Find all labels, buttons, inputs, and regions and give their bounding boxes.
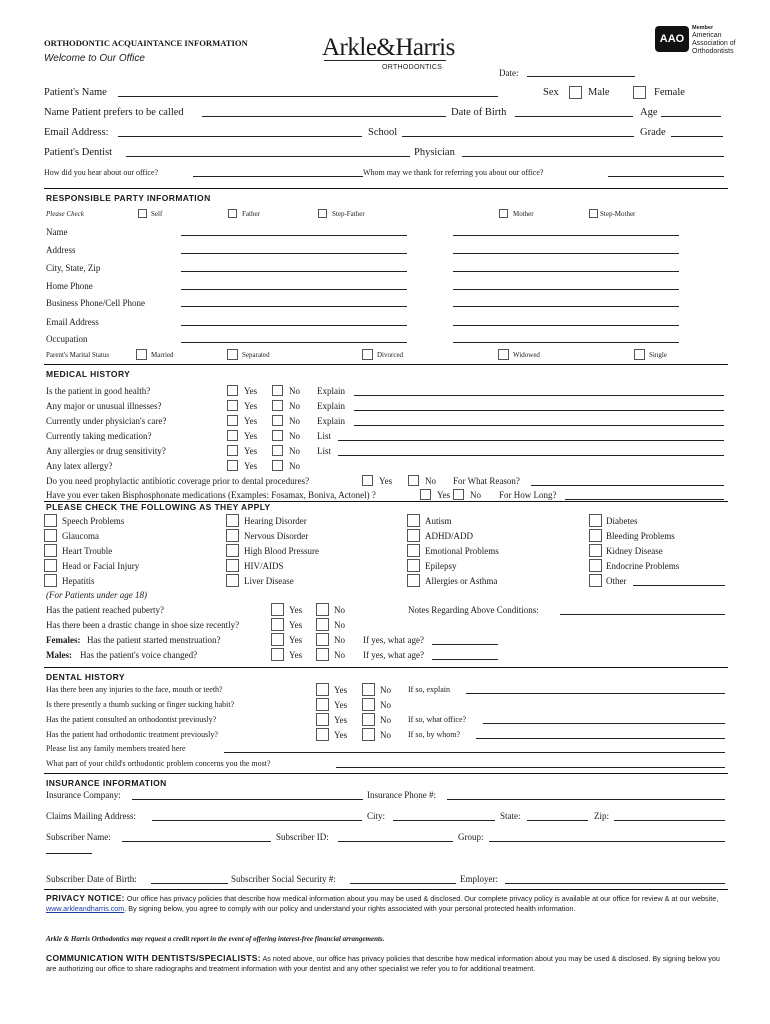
hear-label: How did you hear about our office? xyxy=(44,168,159,177)
welcome-text: Welcome to Our Office xyxy=(44,53,145,64)
right-field[interactable] xyxy=(453,289,679,290)
aao-logo xyxy=(655,24,745,64)
shoe-no-checkbox[interactable] xyxy=(316,618,329,631)
males-yes-label: Yes xyxy=(289,650,303,660)
condition-checkbox[interactable] xyxy=(589,529,602,542)
condition-checkbox[interactable] xyxy=(226,544,239,557)
communication-text: As noted above, our office has privacy policies that describe how medical information about you may be used & disclosed. By signing below you are authorizing our office to share radiographs and treatment information with your dentist and any other specialist we refer you to for additional treatment. xyxy=(46,954,720,973)
no-checkbox[interactable] xyxy=(272,430,283,441)
privacy-text: Our office has privacy policies that describe how medical information about you may be used & disclosed. Our complete privacy policy is available at our office for review & at our website, xyxy=(126,894,719,903)
dob-label: Date of Birth xyxy=(451,107,507,118)
dental-heading: DENTAL HISTORY xyxy=(46,672,125,682)
females-no-label: No xyxy=(334,635,345,645)
medical-heading: MEDICAL HISTORY xyxy=(46,369,131,379)
preferred-name-field[interactable] xyxy=(202,116,446,117)
condition-label: Epilepsy xyxy=(425,561,457,571)
row-label: Email Address xyxy=(46,317,99,327)
females-question: Has the patient started menstruation? xyxy=(87,635,221,645)
no-checkbox[interactable] xyxy=(272,385,283,396)
phone-label: Insurance Phone #: xyxy=(367,790,436,800)
form-title: ORTHODONTIC ACQUAINTANCE INFORMATION xyxy=(44,38,248,48)
antibiotic-no-checkbox[interactable] xyxy=(408,475,419,486)
males-yes-checkbox[interactable] xyxy=(271,648,284,661)
sex-label: Sex xyxy=(543,87,559,98)
condition-checkbox[interactable] xyxy=(589,514,602,527)
question-text: Currently under physician's care? xyxy=(46,416,167,426)
condition-label: Emotional Problems xyxy=(425,546,499,556)
shoe-yes-checkbox[interactable] xyxy=(271,618,284,631)
patient-name-label: Patient's Name xyxy=(44,87,107,98)
puberty-yes-label: Yes xyxy=(289,605,303,615)
phone-field[interactable] xyxy=(447,799,725,800)
males-age-label: If yes, what age? xyxy=(363,650,424,660)
no-checkbox[interactable] xyxy=(272,445,283,456)
patient-name-field[interactable] xyxy=(118,96,498,97)
no-checkbox[interactable] xyxy=(272,415,283,426)
question-text: Is the patient in good health? xyxy=(46,386,151,396)
females-age-field[interactable] xyxy=(432,644,498,645)
puberty-yes-checkbox[interactable] xyxy=(271,603,284,616)
yes-label: Yes xyxy=(334,730,348,740)
subscriber-name-field-cont[interactable] xyxy=(46,853,92,854)
family-label: Please list any family members treated here xyxy=(46,744,186,753)
section-divider xyxy=(44,667,728,668)
condition-label: Diabetes xyxy=(606,516,638,526)
marital-label: Parent's Marital Status xyxy=(46,351,110,359)
logo xyxy=(322,34,455,76)
yes-label: Yes xyxy=(244,401,258,411)
insurance-heading: INSURANCE INFORMATION xyxy=(46,778,167,788)
bisphos-no-checkbox[interactable] xyxy=(453,489,464,500)
left-field[interactable] xyxy=(181,325,407,326)
no-checkbox[interactable] xyxy=(362,713,375,726)
condition-checkbox[interactable] xyxy=(407,544,420,557)
zip-label: Zip: xyxy=(594,811,609,821)
right-field[interactable] xyxy=(453,235,679,236)
grade-field[interactable] xyxy=(671,136,723,137)
concern-field[interactable] xyxy=(336,767,725,768)
grade-label: Grade xyxy=(640,127,666,138)
credit-note: Arkle & Harris Orthodontics may request a credit report in the event of offering interest-free financial arrangements. xyxy=(46,935,385,943)
no-label: No xyxy=(380,685,391,695)
condition-label: Hepatitis xyxy=(62,576,95,586)
question-text: Has the patient consulted an orthodontist previously? xyxy=(46,715,217,724)
condition-label: Autism xyxy=(425,516,452,526)
group-label: Group: xyxy=(458,832,484,842)
divorced-label: Divorced xyxy=(377,351,404,359)
condition-label: ADHD/ADD xyxy=(425,531,473,541)
yes-label: Yes xyxy=(244,416,258,426)
right-field[interactable] xyxy=(453,325,679,326)
yes-checkbox[interactable] xyxy=(316,683,329,696)
followup-field[interactable] xyxy=(483,723,725,724)
yes-label: Yes xyxy=(244,386,258,396)
condition-checkbox[interactable] xyxy=(44,529,57,542)
followup-label: List xyxy=(317,431,332,441)
date-label: Date: xyxy=(499,68,519,78)
section-divider xyxy=(44,773,728,774)
logo-sub: ORTHODONTICS xyxy=(382,64,443,71)
no-label: No xyxy=(380,715,391,725)
privacy-text-cont: . By signing below, you agree to comply with our policy and understand your rights associated with your personal protected health information. xyxy=(124,903,576,913)
antibiotic-question: Do you need prophylactic antibiotic coverage prior to dental procedures? xyxy=(46,476,310,486)
no-label: No xyxy=(289,416,300,426)
yes-checkbox[interactable] xyxy=(227,430,238,441)
no-checkbox[interactable] xyxy=(362,728,375,741)
step-father-label: Step-Father xyxy=(332,210,365,218)
male-checkbox[interactable] xyxy=(569,86,582,99)
condition-label: Allergies or Asthma xyxy=(425,576,498,586)
no-label: No xyxy=(289,386,300,396)
left-field[interactable] xyxy=(181,235,407,236)
yes-checkbox[interactable] xyxy=(227,460,238,471)
widowed-label: Widowed xyxy=(513,351,540,359)
yes-label: Yes xyxy=(334,685,348,695)
question-text: Currently taking medication? xyxy=(46,431,152,441)
bisphos-no-label: No xyxy=(470,490,481,500)
yes-checkbox[interactable] xyxy=(316,728,329,741)
row-label: City, State, Zip xyxy=(46,263,101,273)
right-field[interactable] xyxy=(453,306,679,307)
notes-label: Notes Regarding Above Conditions: xyxy=(408,605,539,615)
female-checkbox[interactable] xyxy=(633,86,646,99)
single-label: Single xyxy=(649,351,667,359)
communication-notice xyxy=(46,954,728,973)
state-field[interactable] xyxy=(527,820,588,821)
separated-checkbox[interactable] xyxy=(227,349,238,360)
condition-label: Glaucoma xyxy=(62,531,99,541)
subscriber-dob-label: Subscriber Date of Birth: xyxy=(46,874,137,884)
bisphos-duration-label: For How Long? xyxy=(499,490,557,500)
conditions-heading: PLEASE CHECK THE FOLLOWING AS THEY APPLY xyxy=(46,502,271,512)
privacy-link[interactable]: www.arkleandharris.com xyxy=(46,903,125,913)
bisphos-yes-label: Yes xyxy=(437,490,451,500)
yes-checkbox[interactable] xyxy=(227,415,238,426)
preferred-name-label: Name Patient prefers to be called xyxy=(44,107,184,118)
privacy-notice xyxy=(46,894,728,913)
school-label: School xyxy=(368,127,398,138)
aao-line: Orthodontists xyxy=(692,48,734,55)
followup-label: Explain xyxy=(317,401,345,411)
please-check-label: Please Check xyxy=(46,210,84,218)
followup-label: If so, what office? xyxy=(408,715,467,724)
condition-label: Nervous Disorder xyxy=(244,531,309,541)
question-text: Has there been any injuries to the face, mouth or teeth? xyxy=(46,685,223,694)
no-label: No xyxy=(289,401,300,411)
question-text: Has the patient had orthodontic treatment previously? xyxy=(46,730,218,739)
yes-label: Yes xyxy=(244,431,258,441)
followup-label: Explain xyxy=(317,386,345,396)
males-no-label: No xyxy=(334,650,345,660)
question-text: Any major or unusual illnesses? xyxy=(46,401,162,411)
divorced-checkbox[interactable] xyxy=(362,349,373,360)
condition-label: Hearing Disorder xyxy=(244,516,307,526)
zip-field[interactable] xyxy=(614,820,725,821)
section-divider xyxy=(44,364,728,365)
left-field[interactable] xyxy=(181,271,407,272)
no-label: No xyxy=(289,431,300,441)
left-field[interactable] xyxy=(181,306,407,307)
row-label: Home Phone xyxy=(46,281,93,291)
condition-label: Bleeding Problems xyxy=(606,531,675,541)
condition-checkbox[interactable] xyxy=(44,514,57,527)
puberty-no-label: No xyxy=(334,605,345,615)
row-label: Business Phone/Cell Phone xyxy=(46,298,146,308)
mother-checkbox[interactable] xyxy=(499,209,508,218)
step-mother-checkbox[interactable] xyxy=(589,209,598,218)
condition-checkbox[interactable] xyxy=(407,529,420,542)
antibiotic-no-label: No xyxy=(425,476,436,486)
no-label: No xyxy=(380,700,391,710)
physician-label: Physician xyxy=(414,147,455,158)
condition-label: Other xyxy=(606,576,627,586)
yes-checkbox[interactable] xyxy=(316,698,329,711)
condition-checkbox[interactable] xyxy=(44,559,57,572)
father-checkbox[interactable] xyxy=(228,209,237,218)
subscriber-id-field[interactable] xyxy=(338,841,453,842)
concern-label: What part of your child's orthodontic problem concerns you the most? xyxy=(46,759,271,768)
step-mother-label: Step-Mother xyxy=(600,210,636,218)
yes-label: Yes xyxy=(244,461,258,471)
family-field[interactable] xyxy=(224,752,725,753)
subscriber-id-label: Subscriber ID: xyxy=(276,832,329,842)
bisphos-duration-field[interactable] xyxy=(565,499,724,500)
no-label: No xyxy=(380,730,391,740)
right-field[interactable] xyxy=(453,253,679,254)
females-yes-label: Yes xyxy=(289,635,303,645)
antibiotic-reason-field[interactable] xyxy=(531,485,724,486)
yes-checkbox[interactable] xyxy=(227,385,238,396)
followup-field[interactable] xyxy=(354,410,724,411)
no-label: No xyxy=(289,446,300,456)
followup-field[interactable] xyxy=(338,455,724,456)
left-field[interactable] xyxy=(181,289,407,290)
notes-field[interactable] xyxy=(560,614,725,615)
condition-checkbox[interactable] xyxy=(226,514,239,527)
condition-checkbox[interactable] xyxy=(226,559,239,572)
condition-checkbox[interactable] xyxy=(589,544,602,557)
logo-name: Arkle&Harris xyxy=(322,34,455,61)
followup-field[interactable] xyxy=(466,693,725,694)
subscriber-name-label: Subscriber Name: xyxy=(46,832,111,842)
claims-label: Claims Mailing Address: xyxy=(46,811,136,821)
school-field[interactable] xyxy=(402,136,634,137)
dentist-label: Patient's Dentist xyxy=(44,147,113,158)
mother-label: Mother xyxy=(513,210,534,218)
male-label: Male xyxy=(588,87,610,98)
step-father-checkbox[interactable] xyxy=(318,209,327,218)
followup-field[interactable] xyxy=(354,395,724,396)
privacy-title: PRIVACY NOTICE: xyxy=(46,893,125,903)
females-no-checkbox[interactable] xyxy=(316,633,329,646)
age-field[interactable] xyxy=(661,116,721,117)
left-field[interactable] xyxy=(181,342,407,343)
condition-checkbox[interactable] xyxy=(407,559,420,572)
antibiotic-yes-label: Yes xyxy=(379,476,393,486)
followup-label: If so, explain xyxy=(408,685,450,694)
no-checkbox[interactable] xyxy=(362,698,375,711)
subscriber-name-field[interactable] xyxy=(122,841,271,842)
females-age-label: If yes, what age? xyxy=(363,635,424,645)
no-checkbox[interactable] xyxy=(362,683,375,696)
thank-field[interactable] xyxy=(608,176,724,177)
antibiotic-yes-checkbox[interactable] xyxy=(362,475,373,486)
self-label: Self xyxy=(151,210,163,218)
female-label: Female xyxy=(654,87,685,98)
yes-checkbox[interactable] xyxy=(227,445,238,456)
yes-checkbox[interactable] xyxy=(316,713,329,726)
other-field[interactable] xyxy=(633,585,725,586)
section-divider xyxy=(44,889,728,890)
followup-field[interactable] xyxy=(476,738,725,739)
condition-label: Head or Facial Injury xyxy=(62,561,140,571)
condition-checkbox[interactable] xyxy=(226,574,239,587)
row-label: Occupation xyxy=(46,334,88,344)
yes-label: Yes xyxy=(334,715,348,725)
condition-checkbox[interactable] xyxy=(589,574,602,587)
employer-label: Employer: xyxy=(460,874,498,884)
shoe-question: Has there been a drastic change in shoe size recently? xyxy=(46,620,240,630)
under-18-note: (For Patients under age 18) xyxy=(46,590,147,600)
females-label: Females: xyxy=(46,635,81,645)
condition-label: Endocrine Problems xyxy=(606,561,680,571)
self-checkbox[interactable] xyxy=(138,209,147,218)
yes-label: Yes xyxy=(244,446,258,456)
condition-label: High Blood Pressure xyxy=(244,546,319,556)
claims-field[interactable] xyxy=(152,820,362,821)
question-text: Any latex allergy? xyxy=(46,461,113,471)
section-divider xyxy=(44,188,728,189)
condition-checkbox[interactable] xyxy=(407,574,420,587)
bisphos-yes-checkbox[interactable] xyxy=(420,489,431,500)
city-label: City: xyxy=(367,811,386,821)
married-checkbox[interactable] xyxy=(136,349,147,360)
employer-field[interactable] xyxy=(505,883,725,884)
company-field[interactable] xyxy=(132,799,363,800)
row-label: Address xyxy=(46,245,76,255)
subscriber-dob-field[interactable] xyxy=(151,883,228,884)
company-label: Insurance Company: xyxy=(46,790,121,800)
thank-label: Whom may we thank for referring you about our office? xyxy=(363,168,544,177)
yes-label: Yes xyxy=(334,700,348,710)
dentist-field[interactable] xyxy=(126,156,410,157)
dob-field[interactable] xyxy=(515,116,633,117)
email-field[interactable] xyxy=(118,136,362,137)
email-label: Email Address: xyxy=(44,127,109,138)
followup-label: List xyxy=(317,446,332,456)
antibiotic-reason-label: For What Reason? xyxy=(453,476,520,486)
yes-checkbox[interactable] xyxy=(227,400,238,411)
physician-field[interactable] xyxy=(462,156,724,157)
puberty-no-checkbox[interactable] xyxy=(316,603,329,616)
age-label: Age xyxy=(640,107,658,118)
followup-field[interactable] xyxy=(354,425,724,426)
followup-label: If so, by whom? xyxy=(408,730,460,739)
males-label: Males: xyxy=(46,650,72,660)
condition-checkbox[interactable] xyxy=(44,574,57,587)
bisphos-question: Have you ever taken Bisphosphonate medications (Examples: Fosamax, Boniva, Actonel) ? xyxy=(46,490,376,500)
males-question: Has the patient's voice changed? xyxy=(80,650,198,660)
group-field[interactable] xyxy=(489,841,725,842)
right-field[interactable] xyxy=(453,271,679,272)
females-yes-checkbox[interactable] xyxy=(271,633,284,646)
condition-checkbox[interactable] xyxy=(407,514,420,527)
no-checkbox[interactable] xyxy=(272,400,283,411)
condition-label: Speech Problems xyxy=(62,516,125,526)
left-field[interactable] xyxy=(181,253,407,254)
males-age-field[interactable] xyxy=(432,659,498,660)
state-label: State: xyxy=(500,811,521,821)
condition-label: Liver Disease xyxy=(244,576,294,586)
condition-label: HIV/AIDS xyxy=(244,561,284,571)
puberty-question: Has the patient reached puberty? xyxy=(46,605,164,615)
condition-label: Kidney Disease xyxy=(606,546,663,556)
aao-line: American xyxy=(692,32,722,39)
married-label: Married xyxy=(151,351,174,359)
males-no-checkbox[interactable] xyxy=(316,648,329,661)
date-field[interactable] xyxy=(527,76,635,77)
aao-line: Member xyxy=(692,25,714,31)
row-label: Name xyxy=(46,227,68,237)
followup-label: Explain xyxy=(317,416,345,426)
followup-field[interactable] xyxy=(338,440,724,441)
shoe-yes-label: Yes xyxy=(289,620,303,630)
single-checkbox[interactable] xyxy=(634,349,645,360)
right-field[interactable] xyxy=(453,342,679,343)
father-label: Father xyxy=(242,210,260,218)
aao-badge-icon: AAO xyxy=(655,26,689,52)
communication-title: COMMUNICATION WITH DENTISTS/SPECIALISTS: xyxy=(46,953,261,963)
condition-label: Heart Trouble xyxy=(62,546,113,556)
no-label: No xyxy=(289,461,300,471)
condition-checkbox[interactable] xyxy=(589,559,602,572)
aao-line: Association of xyxy=(692,40,736,47)
shoe-no-label: No xyxy=(334,620,345,630)
hear-field[interactable] xyxy=(193,176,363,177)
city-field[interactable] xyxy=(393,820,495,821)
subscriber-ssn-label: Subscriber Social Security #: xyxy=(231,874,336,884)
no-checkbox[interactable] xyxy=(272,460,283,471)
subscriber-ssn-field[interactable] xyxy=(350,883,456,884)
question-text: Is there presently a thumb sucking or finger sucking habit? xyxy=(46,700,235,709)
question-text: Any allergies or drug sensitivity? xyxy=(46,446,166,456)
widowed-checkbox[interactable] xyxy=(498,349,509,360)
responsible-heading: RESPONSIBLE PARTY INFORMATION xyxy=(46,193,211,203)
condition-checkbox[interactable] xyxy=(226,529,239,542)
separated-label: Separated xyxy=(242,351,270,359)
condition-checkbox[interactable] xyxy=(44,544,57,557)
